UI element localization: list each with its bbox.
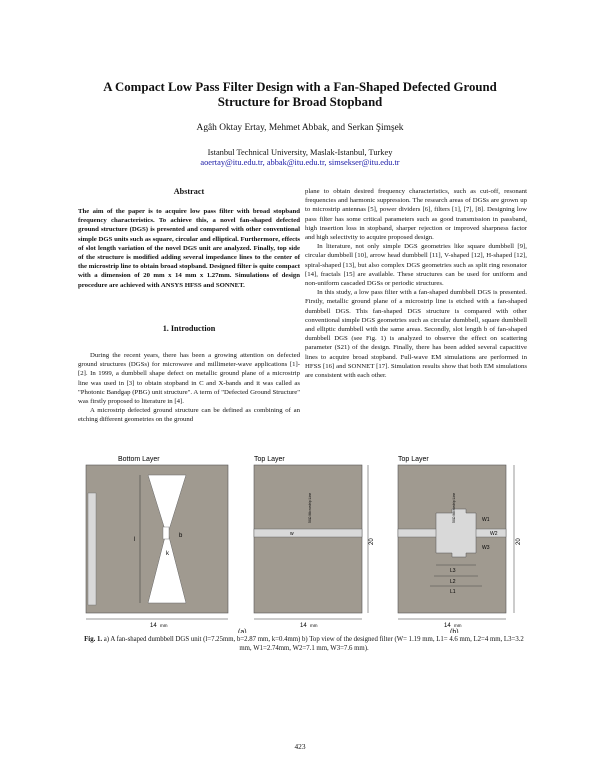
label-l3: L3: [450, 568, 456, 574]
intro-paragraph-1: During the recent years, there has been a growing attention on defected ground structures (DGSs) for microwave and millimeter-wave applications [1]-[2]. In 1999, a dumbbell shape defect on metallic ground plane of a microstrip line was used in [3] to obtain stopband in C and X-bands and it was called as "Photonic Bandgap (PBG) unit structure". A term of "Defected Ground Structure" was firstly proposed to literature in [4].: [78, 352, 300, 406]
bottom-layer-label: Bottom Layer: [118, 456, 160, 463]
dim-height-b-label: 20: [516, 538, 522, 545]
microstrip-line-a: [254, 529, 362, 537]
title-line-2: Structure for Broad Stopband: [217, 95, 383, 109]
top-layer-b-label: Top Layer: [398, 456, 429, 463]
title-line-1: A Compact Low Pass Filter Design with a Fan-Shaped Defected Ground: [103, 80, 497, 94]
intro-heading: 1. Introduction: [162, 324, 216, 333]
affiliation: Istanbul Technical University, Maslak-Istanbul, Turkey: [207, 148, 393, 157]
line-label-b: 50Ω Microstrip Line: [452, 492, 456, 523]
dgs-gap: [163, 527, 169, 539]
figure-svg: [78, 453, 530, 633]
side-view-bar: [88, 493, 96, 605]
abstract-text: [78, 207, 300, 290]
page-number: 423: [294, 742, 306, 751]
dim-height-a-label: 20: [369, 538, 375, 545]
dim-unit-a2: mm: [310, 623, 318, 628]
right-paragraph-3: In this study, a low pass filter with a fan-shaped dumbbell DGS is presented. Firstly, metallic ground plane of a microstrip line is etched with a fan-shaped dumbbell DGS. This fan-shaped DGS structure is compared with other conventional simple DGS geometries such as circular dumbbell, square dumbbell and elliptic dumbbell with the same areas. Secondly, slot length b of fan-shaped dumbbell DGS (see Fig. 1) is analyzed to observe the effect on scattering parameter (S21) of the design. Finally, there has been added several capacitive lines to acquire broad stopband. Full-wave EM simulations are performed in HFSS [16] and SONNET [17]. Simulation results show that both EM simulations are consistent with each other.: [305, 289, 527, 380]
label-l1: L1: [450, 589, 456, 595]
caption-text: a) A fan-shaped dumbbell DGS unit (l=7.25mm, b=2.87 mm, k=0.4mm) b) Top view of the designed filter (W= 1.19 mm, L1= 4.6 mm, L2=4 mm, L3=3.2 mm, W1=2.74mm, W2=7.1 mm, W3=7.6 mm).: [102, 636, 524, 653]
dim-unit-b: mm: [454, 623, 462, 628]
label-w2: W2: [490, 531, 498, 537]
right-paragraph-1: plane to obtain desired frequency characteristics, such as cut-off, resonant frequencies and harmonic suppression. The research areas of DGSs are grown up to microstrip antennas [5], power dividers [6], filters [1], [7], [8]. Designing low pass filter has some critical parameters such as good transmission in passband, high insertion loss in stopband, sharper rejection or improved sharpness factor and high selectivity to acquire proposed design.: [305, 188, 527, 242]
label-b: b: [179, 533, 183, 539]
label-w1: W1: [482, 517, 490, 523]
dim-width-a-label: 14: [150, 623, 157, 629]
label-w: w: [290, 531, 294, 537]
caption-label: Fig. 1.: [84, 636, 103, 643]
right-column-text: [305, 187, 527, 380]
intro-paragraph-2: A microstrip defected ground structure can be defined as combining of an etching different geometries on the ground: [78, 407, 300, 424]
label-l: l: [134, 537, 136, 543]
abstract-heading: Abstract: [173, 187, 205, 196]
figure-1: [78, 453, 530, 633]
intro-text: [78, 351, 300, 425]
line-label-a: 50Ω Microstrip Line: [308, 492, 312, 523]
label-l2: L2: [450, 579, 456, 585]
sub-label-b: (b): [450, 629, 459, 633]
dim-width-b-label: 14: [444, 623, 451, 629]
figure-caption: [80, 635, 528, 654]
label-w3: W3: [482, 545, 490, 551]
authors: Agâh Oktay Ertay, Mehmet Abbak, and Serkan Şimşek: [196, 123, 404, 133]
top-layer-a-substrate: [254, 465, 362, 613]
impedance-lines: [436, 509, 476, 557]
sub-label-a: (a): [238, 629, 247, 633]
top-layer-a-label: Top Layer: [254, 456, 285, 463]
abstract-paragraph: The aim of the paper is to acquire low pass filter with broad stopband frequency characteristics. To achieve this, a novel fan-shaped defected ground structure (DGS) is presented and compared with other conventional simple DGS units such as square, circular and elliptical. Furthermore, effects of slot length variation of the novel DGS unit are analyzed. Finally, top side of the structure is modified adding several impedance lines to the center of the microstrip line to obtain broad stopband. Designed filter is quite compact with a dimension of 20 mm x 14 mm x 1.27mm. Simulations of design procedure are achieved with ANSYS HFSS and SONNET.: [78, 208, 300, 289]
paper-title: [40, 80, 560, 110]
email-links[interactable]: aoertay@itu.edu.tr, abbak@itu.edu.tr, simsekser@itu.edu.tr: [200, 158, 400, 167]
dim-unit-a: mm: [160, 623, 168, 628]
right-paragraph-2: In literature, not only simple DGS geometries like square dumbbell [9], circular dumbbell [10], arrow head dumbbell [11], V-shaped [12], H-shaped [12], spiral-shaped [13], but also complex DGS geometries such as split ring resonator [14], fractals [15] are available. These structures can be used for uniform and non-uniform cascaded DGSs or periodic structures.: [305, 243, 527, 288]
label-k: k: [166, 551, 169, 557]
dim-width-a2-label: 14: [300, 623, 307, 629]
